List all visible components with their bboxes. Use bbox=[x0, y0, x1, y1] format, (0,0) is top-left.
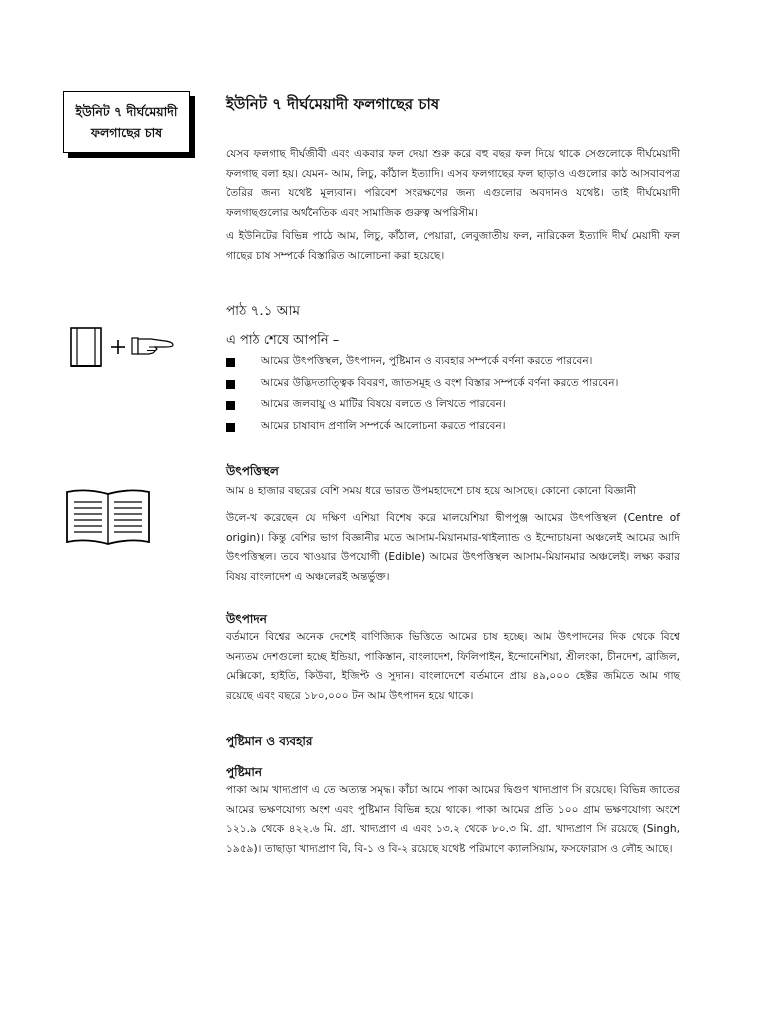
objective-item: আমের জলবায়ু ও মাটির বিষয়ে বলতে ও লিখতে পারবেন। bbox=[226, 395, 696, 417]
nutrition-use-heading: পুষ্টিমান ও ব্যবহার bbox=[226, 734, 313, 748]
book-plus-pointing-hand-icon bbox=[69, 326, 181, 370]
nutrition-paragraph: পাকা আম খাদ্যপ্রাণ এ তে অত্যন্ত সমৃদ্ধ। কাঁচা আমে পাকা আমের দ্বিগুণ খাদ্যপ্রাণ সি রয়েছে। বিভিন্ন জাতের আমের ভক্ষণযোগ্য অংশ এবং পুষ্টিমান বিভিন্ন হয়ে থাকে। পাকা আমের প্রতি ১০০ গ্রাম ভক্ষণযোগ্য অংশে ১২১.৯ থেকে ৪২২.৬ মি. গ্রা. খাদ্যপ্রাণ এ এবং ১৩.২ থেকে ৮০.৩ মি. গ্রা. খাদ্যপ্রাণ সি রয়েছে (Singh, ১৯৫৯)। তাছাড়া খাদ্যপ্রাণ বি, বি-১ ও বি-২ রয়েছে যথেষ্ট পরিমাণে ক্যালসিয়াম, ফসফোরাস ও লৌহ আছে। bbox=[226, 784, 680, 855]
square-bullet-icon bbox=[226, 380, 235, 389]
unit-box-line1: ইউনিট ৭ দীর্ঘমেয়াদী bbox=[75, 104, 178, 119]
objectives-list bbox=[226, 352, 696, 438]
open-book-icon bbox=[64, 486, 152, 548]
production-heading: উৎপাদন bbox=[226, 612, 267, 626]
intro-paragraph-2: এ ইউনিটের বিভিন্ন পাঠে আম, লিচু, কাঁঠাল, পেয়ারা, লেবুজাতীয় ফল, নারিকেল ইত্যাদি দীর্ঘ মেয়াদী ফল গাছের চাষ সম্পর্কে বিস্তারিত আলোচনা করা হয়েছে। bbox=[226, 230, 680, 262]
unit-title: ইউনিট ৭ দীর্ঘমেয়াদী ফলগাছের চাষ bbox=[226, 95, 440, 113]
square-bullet-icon bbox=[226, 401, 235, 410]
objective-item: আমের উদ্ভিদতাত্ত্বিক বিবরণ, জাতসমূহ ও বংশ বিস্তার সম্পর্কে বর্ণনা করতে পারবেন। bbox=[226, 374, 696, 396]
origin-paragraph-1: আম ৪ হাজার বছরের বেশি সময় ধরে ভারত উপমহাদেশে চাষ হয়ে আসছে। কোনো কোনো বিজ্ঞানী bbox=[226, 485, 637, 497]
nutrition-subheading: পুষ্টিমান bbox=[226, 765, 263, 779]
production-paragraph: বর্তমানে বিশ্বের অনেক দেশেই বাণিজ্যিক ভিত্তিতে আমের চাষ হচ্ছে। আম উৎপাদনের দিক থেকে বিশ্বে অন্যতম দেশগুলো হচ্ছে ইন্ডিয়া, পাকিস্তান, বাংলাদেশ, ফিলিপাইন, ইন্দোনেশিয়া, শ্রীলংকা, চীনদেশ, ব্রাজিল, মেক্সিকো, হাইতি, কিউবা, ইজিপ্ট ও সুদান। বাংলাদেশে বর্তমানে প্রায় ৪৯,০০০ হেক্টর জমিতে আম গাছ রয়েছে এবং বছরে ১৮০,০০০ টন আম উৎপাদন হয়ে থাকে। bbox=[226, 631, 680, 702]
lesson-title: পাঠ ৭.১ আম bbox=[226, 303, 300, 319]
origin-heading: উৎপত্তিস্থল bbox=[226, 464, 279, 478]
objective-item: আমের চাষাবাদ প্রণালি সম্পর্কে আলোচনা করতে পারবেন। bbox=[226, 417, 696, 439]
square-bullet-icon bbox=[226, 423, 235, 432]
square-bullet-icon bbox=[226, 358, 235, 367]
intro-paragraph-1: যেসব ফলগাছ দীর্ঘজীবী এবং একবার ফল দেয়া শুরু করে বহু বছর ফল দিয়ে থাকে সেগুলোকে দীর্ঘমেয়াদী ফলগাছ বলা হয়। যেমন- আম, লিচু, কাঁঠাল ইত্যাদি। এসব ফলগাছের ফল ছাড়াও এগুলোর কাঠ আসবাবপত্র তৈরির জন্য যথেষ্ট মূল্যবান। পরিবেশ সংরক্ষণের জন্য এগুলোর অবদানও যথেষ্ট। তাই দীর্ঘমেয়াদী ফলগাছগুলোর অর্থনৈতিক এবং সামাজিক গুরুত্ব অপরিসীম। bbox=[226, 148, 680, 219]
objectives-heading: এ পাঠ শেষে আপনি – bbox=[226, 333, 340, 348]
objective-item: আমের উৎপত্তিস্থল, উৎপাদন, পুষ্টিমান ও ব্যবহার সম্পর্কে বর্ণনা করতে পারবেন। bbox=[226, 352, 696, 374]
origin-paragraph-2: উলে-খ করেছেন যে দক্ষিণ এশিয়া বিশেষ করে মালয়েশিয়া দ্বীপপুঞ্জ আমের উৎপত্তিস্থল (Centre of origin)। কিন্তু বেশির ভাগ বিজ্ঞানীর মতে আসাম-মিয়ানমার-থাইল্যান্ড ও ইন্দোচায়না অঞ্চলেই আমের আদি উৎপত্তিস্থল। তবে খাওয়ার উপযোগী (Edible) আমের উৎপত্তিস্থল আসাম-মিয়ানমার অঞ্চলেই। লক্ষ্য করার বিষয় বাংলাদেশ এ অঞ্চলেরই অন্তর্ভুক্ত। bbox=[226, 512, 680, 583]
unit-sidebar-box bbox=[63, 91, 190, 153]
unit-box-line2: ফলগাছের চাষ bbox=[90, 125, 163, 140]
